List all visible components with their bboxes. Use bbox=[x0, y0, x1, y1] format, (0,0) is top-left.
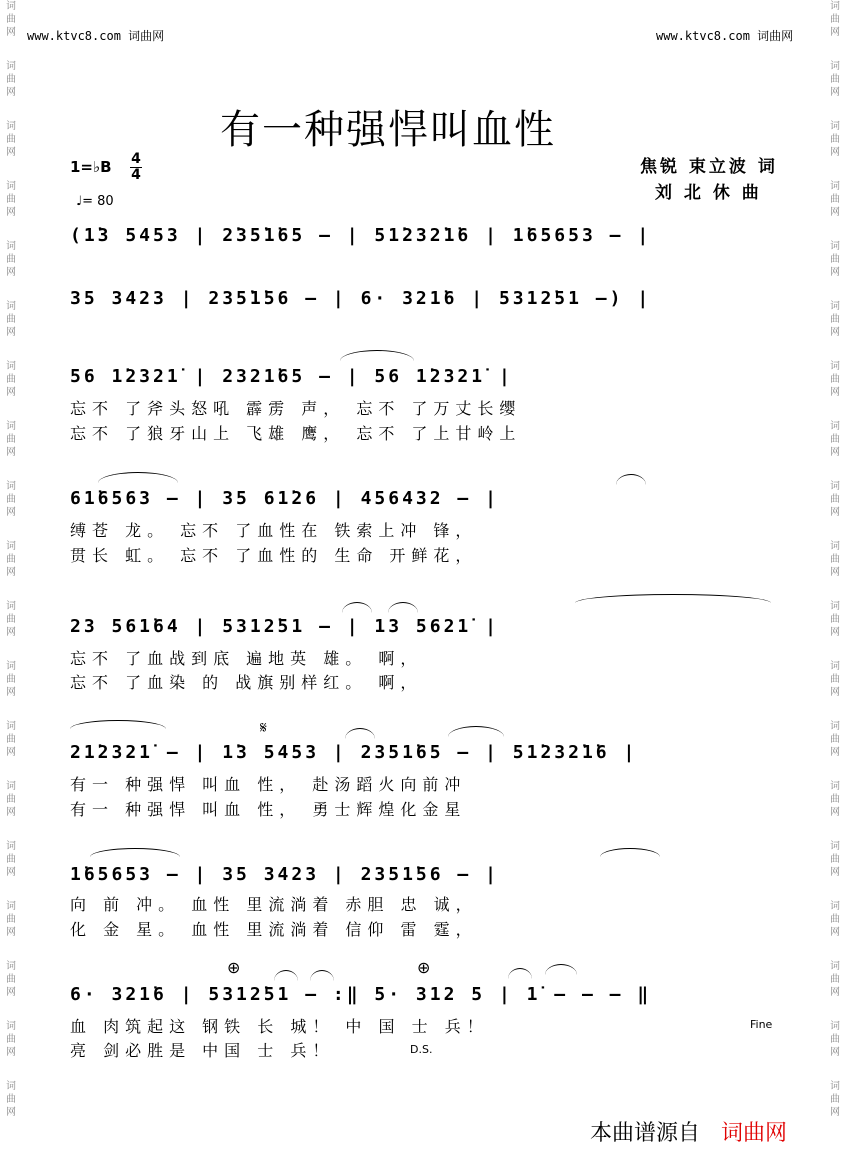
watermark-char: 网 bbox=[6, 627, 16, 638]
header-url-right[interactable]: www.ktvc8.com 词曲网 bbox=[656, 29, 794, 43]
watermark-char: 网 bbox=[830, 387, 840, 398]
watermark-char: 曲 bbox=[830, 914, 840, 925]
lyric-line: 忘不 了血战到底 遍地英 雄。 啊， bbox=[70, 649, 423, 668]
time-signature bbox=[130, 152, 142, 183]
watermark-char: 词 bbox=[6, 841, 16, 852]
watermark-char: 词 bbox=[6, 121, 16, 132]
watermark-char: 曲 bbox=[830, 194, 840, 205]
watermark-char: 网 bbox=[830, 747, 840, 758]
score-system-4: 61̇6563 – | 35 61̇26 | 456432 – | bbox=[70, 488, 499, 509]
source-footer bbox=[590, 1116, 787, 1147]
time-numerator: 4 bbox=[131, 151, 141, 167]
lyric-line: 贯长 虹。 忘不 了血性的 生命 开鲜花， bbox=[70, 546, 478, 565]
score-system-5: 23 561̇64 | 5312̇51 – | 13 5621̇ | bbox=[70, 616, 499, 637]
watermark-char: 曲 bbox=[6, 314, 16, 325]
watermark-char: 曲 bbox=[6, 254, 16, 265]
slur-mark bbox=[616, 474, 646, 485]
watermark-char: 词 bbox=[830, 181, 840, 192]
watermark-char: 网 bbox=[6, 1107, 16, 1118]
watermark-char: 网 bbox=[830, 327, 840, 338]
watermark-char: 曲 bbox=[6, 194, 16, 205]
watermark-char: 词 bbox=[6, 361, 16, 372]
lyric-line: 有一 种强悍 叫血 性， 赴汤蹈火向前冲 bbox=[70, 775, 467, 794]
watermark-char: 曲 bbox=[6, 14, 16, 25]
watermark-char: 网 bbox=[830, 267, 840, 278]
slur-mark bbox=[98, 472, 178, 483]
watermark-char: 词 bbox=[830, 1021, 840, 1032]
watermark-char: 曲 bbox=[830, 314, 840, 325]
watermark-char: 词 bbox=[830, 121, 840, 132]
tempo-marking: ♩= 80 bbox=[76, 194, 114, 209]
watermark-char: 网 bbox=[830, 1047, 840, 1058]
slur-mark bbox=[345, 728, 375, 739]
score-system-6: 21̇2321̇ – | 1̇3 5453 | 2351̇65 – | 51̇232̇1̇6 | bbox=[70, 742, 638, 763]
watermark-char: 曲 bbox=[830, 734, 840, 745]
watermark-char: 曲 bbox=[830, 674, 840, 685]
watermark-char: 曲 bbox=[6, 674, 16, 685]
watermark-char: 网 bbox=[6, 807, 16, 818]
watermark-char: 词 bbox=[6, 1, 16, 12]
watermark-char: 曲 bbox=[830, 434, 840, 445]
watermark-char: 网 bbox=[830, 987, 840, 998]
score-system-7: 1̇65653 – | 35 3423 | 2351̇56 – | bbox=[70, 864, 499, 885]
slur-mark bbox=[340, 350, 414, 361]
watermark-char: 曲 bbox=[830, 1034, 840, 1045]
watermark-char: 网 bbox=[6, 687, 16, 698]
watermark-char: 词 bbox=[6, 181, 16, 192]
watermark-char: 词 bbox=[830, 1, 840, 12]
watermark-char: 曲 bbox=[6, 614, 16, 625]
watermark-char: 曲 bbox=[6, 1034, 16, 1045]
watermark-char: 网 bbox=[6, 447, 16, 458]
watermark-char: 词 bbox=[830, 421, 840, 432]
watermark-char: 网 bbox=[830, 627, 840, 638]
watermark-char: 网 bbox=[830, 27, 840, 38]
watermark-char: 词 bbox=[830, 781, 840, 792]
watermark-char: 曲 bbox=[6, 914, 16, 925]
watermark-char: 曲 bbox=[830, 794, 840, 805]
slur-mark bbox=[274, 970, 298, 981]
score-system-8: 6· 321̇6 | 5312̇51 – :‖ 5· 312 5 | 1̇ – – – ‖ bbox=[70, 984, 652, 1005]
watermark-char: 词 bbox=[6, 661, 16, 672]
lyric-line: 有一 种强悍 叫血 性， 勇士辉煌化金星 bbox=[70, 800, 467, 819]
watermark-char: 词 bbox=[6, 961, 16, 972]
coda-sign: ⊕ bbox=[227, 958, 241, 977]
watermark-char: 曲 bbox=[830, 254, 840, 265]
watermark-char: 词 bbox=[6, 481, 16, 492]
watermark-char: 曲 bbox=[6, 494, 16, 505]
watermark-char: 网 bbox=[6, 87, 16, 98]
watermark-char: 词 bbox=[6, 301, 16, 312]
tie-mark bbox=[70, 720, 166, 729]
left-watermark-strip bbox=[3, 0, 19, 1172]
slur-mark bbox=[310, 970, 334, 981]
watermark-char: 曲 bbox=[6, 1094, 16, 1105]
watermark-char: 词 bbox=[6, 421, 16, 432]
watermark-char: 词 bbox=[6, 1081, 16, 1092]
coda-sign: ⊕ bbox=[417, 958, 431, 977]
slur-mark bbox=[545, 964, 577, 975]
watermark-char: 网 bbox=[6, 267, 16, 278]
header-url-left[interactable]: www.ktvc8.com 词曲网 bbox=[27, 29, 165, 43]
footer-prefix: 本曲谱源自 bbox=[590, 1121, 701, 1146]
watermark-char: 网 bbox=[6, 567, 16, 578]
watermark-char: 曲 bbox=[6, 794, 16, 805]
watermark-char: 曲 bbox=[6, 854, 16, 865]
watermark-char: 词 bbox=[830, 1081, 840, 1092]
score-system-1: (1̇3 5453 | 2̇35̇1̇65 – | 51̇232̇1̇6 | 1̇65653 – | bbox=[70, 225, 652, 246]
watermark-char: 网 bbox=[6, 207, 16, 218]
lyric-line: 忘不 了斧头怒吼 霹雳 声， 忘不 了万丈长缨 bbox=[70, 399, 522, 418]
watermark-char: 曲 bbox=[830, 14, 840, 25]
time-denominator: 4 bbox=[131, 167, 141, 183]
watermark-char: 网 bbox=[6, 867, 16, 878]
watermark-char: 词 bbox=[830, 961, 840, 972]
watermark-char: 词 bbox=[6, 241, 16, 252]
watermark-char: 曲 bbox=[6, 74, 16, 85]
watermark-char: 网 bbox=[830, 507, 840, 518]
watermark-char: 曲 bbox=[830, 614, 840, 625]
slur-mark bbox=[508, 968, 532, 979]
watermark-char: 词 bbox=[6, 781, 16, 792]
watermark-char: 网 bbox=[830, 927, 840, 938]
lyric-line: 向 前 冲。 血性 里流淌着 赤胆 忠 诚， bbox=[70, 895, 478, 914]
watermark-char: 网 bbox=[830, 147, 840, 158]
watermark-char: 网 bbox=[830, 807, 840, 818]
watermark-char: 词 bbox=[6, 541, 16, 552]
watermark-char: 网 bbox=[6, 987, 16, 998]
watermark-char: 曲 bbox=[830, 974, 840, 985]
watermark-char: 曲 bbox=[830, 494, 840, 505]
ds-marking: D.S. bbox=[410, 1043, 433, 1056]
watermark-char: 词 bbox=[6, 901, 16, 912]
song-title: 有一种强悍叫血性 bbox=[220, 107, 556, 153]
segno-sign: 𝄋 bbox=[260, 718, 267, 737]
watermark-char: 曲 bbox=[830, 854, 840, 865]
watermark-char: 词 bbox=[830, 361, 840, 372]
right-watermark-strip bbox=[827, 0, 843, 1172]
watermark-char: 词 bbox=[6, 61, 16, 72]
watermark-char: 网 bbox=[830, 87, 840, 98]
watermark-char: 网 bbox=[6, 927, 16, 938]
watermark-char: 词 bbox=[830, 661, 840, 672]
watermark-char: 词 bbox=[830, 901, 840, 912]
lyric-line: 血 肉筑起这 钢铁 长 城！ 中 国 士 兵！ bbox=[70, 1017, 489, 1036]
watermark-char: 曲 bbox=[6, 434, 16, 445]
watermark-char: 曲 bbox=[6, 554, 16, 565]
watermark-char: 曲 bbox=[6, 374, 16, 385]
watermark-char: 词 bbox=[6, 721, 16, 732]
watermark-char: 曲 bbox=[6, 974, 16, 985]
watermark-char: 网 bbox=[6, 327, 16, 338]
lyric-line: 亮 剑必胜是 中国 士 兵！ bbox=[70, 1041, 335, 1060]
slur-mark bbox=[448, 726, 504, 737]
watermark-char: 词 bbox=[830, 241, 840, 252]
lyric-line: 化 金 星。 血性 里流淌着 信仰 雷 霆， bbox=[70, 920, 478, 939]
watermark-char: 词 bbox=[830, 601, 840, 612]
watermark-char: 网 bbox=[6, 27, 16, 38]
score-system-3: 56 1̇2321̇ | 2321̇65 – | 56 1̇2321̇ | bbox=[70, 366, 513, 387]
tie-mark bbox=[575, 594, 771, 603]
watermark-char: 词 bbox=[830, 841, 840, 852]
composer-credit: 刘 北 休 曲 bbox=[655, 183, 762, 203]
watermark-char: 曲 bbox=[830, 554, 840, 565]
watermark-char: 曲 bbox=[6, 134, 16, 145]
watermark-char: 词 bbox=[6, 1021, 16, 1032]
watermark-char: 网 bbox=[830, 1107, 840, 1118]
slur-mark bbox=[388, 602, 418, 613]
watermark-char: 网 bbox=[6, 387, 16, 398]
watermark-char: 网 bbox=[6, 1047, 16, 1058]
key-signature: 1=♭B bbox=[70, 158, 112, 176]
watermark-char: 词 bbox=[830, 301, 840, 312]
tie-mark bbox=[90, 848, 180, 857]
lyric-line: 缚苍 龙。 忘不 了血性在 铁索上冲 锋， bbox=[70, 521, 478, 540]
watermark-char: 网 bbox=[830, 867, 840, 878]
score-system-2: 35 3423 | 235̇1̇56 – | 6· 321̇6 | 5312̇51 –) | bbox=[70, 288, 652, 309]
watermark-char: 曲 bbox=[830, 1094, 840, 1105]
watermark-char: 网 bbox=[830, 207, 840, 218]
watermark-char: 网 bbox=[830, 567, 840, 578]
watermark-char: 网 bbox=[6, 147, 16, 158]
watermark-char: 网 bbox=[6, 747, 16, 758]
watermark-char: 词 bbox=[830, 721, 840, 732]
footer-site-link[interactable]: 词曲网 bbox=[721, 1121, 788, 1146]
watermark-char: 曲 bbox=[830, 134, 840, 145]
watermark-char: 曲 bbox=[830, 74, 840, 85]
watermark-char: 词 bbox=[830, 481, 840, 492]
lyric-line: 忘不 了狼牙山上 飞雄 鹰， 忘不 了上甘岭上 bbox=[70, 424, 522, 443]
watermark-char: 网 bbox=[830, 447, 840, 458]
watermark-char: 词 bbox=[830, 541, 840, 552]
watermark-char: 网 bbox=[6, 507, 16, 518]
watermark-char: 曲 bbox=[6, 734, 16, 745]
slur-mark bbox=[342, 602, 372, 613]
lyric-line: 忘不 了血染 的 战旗别样红。 啊， bbox=[70, 673, 423, 692]
tie-mark bbox=[600, 848, 660, 857]
watermark-char: 网 bbox=[830, 687, 840, 698]
fine-marking: Fine bbox=[750, 1018, 773, 1031]
lyricist-credit: 焦锐 束立波 词 bbox=[640, 157, 778, 177]
watermark-char: 曲 bbox=[830, 374, 840, 385]
watermark-char: 词 bbox=[6, 601, 16, 612]
watermark-char: 词 bbox=[830, 61, 840, 72]
